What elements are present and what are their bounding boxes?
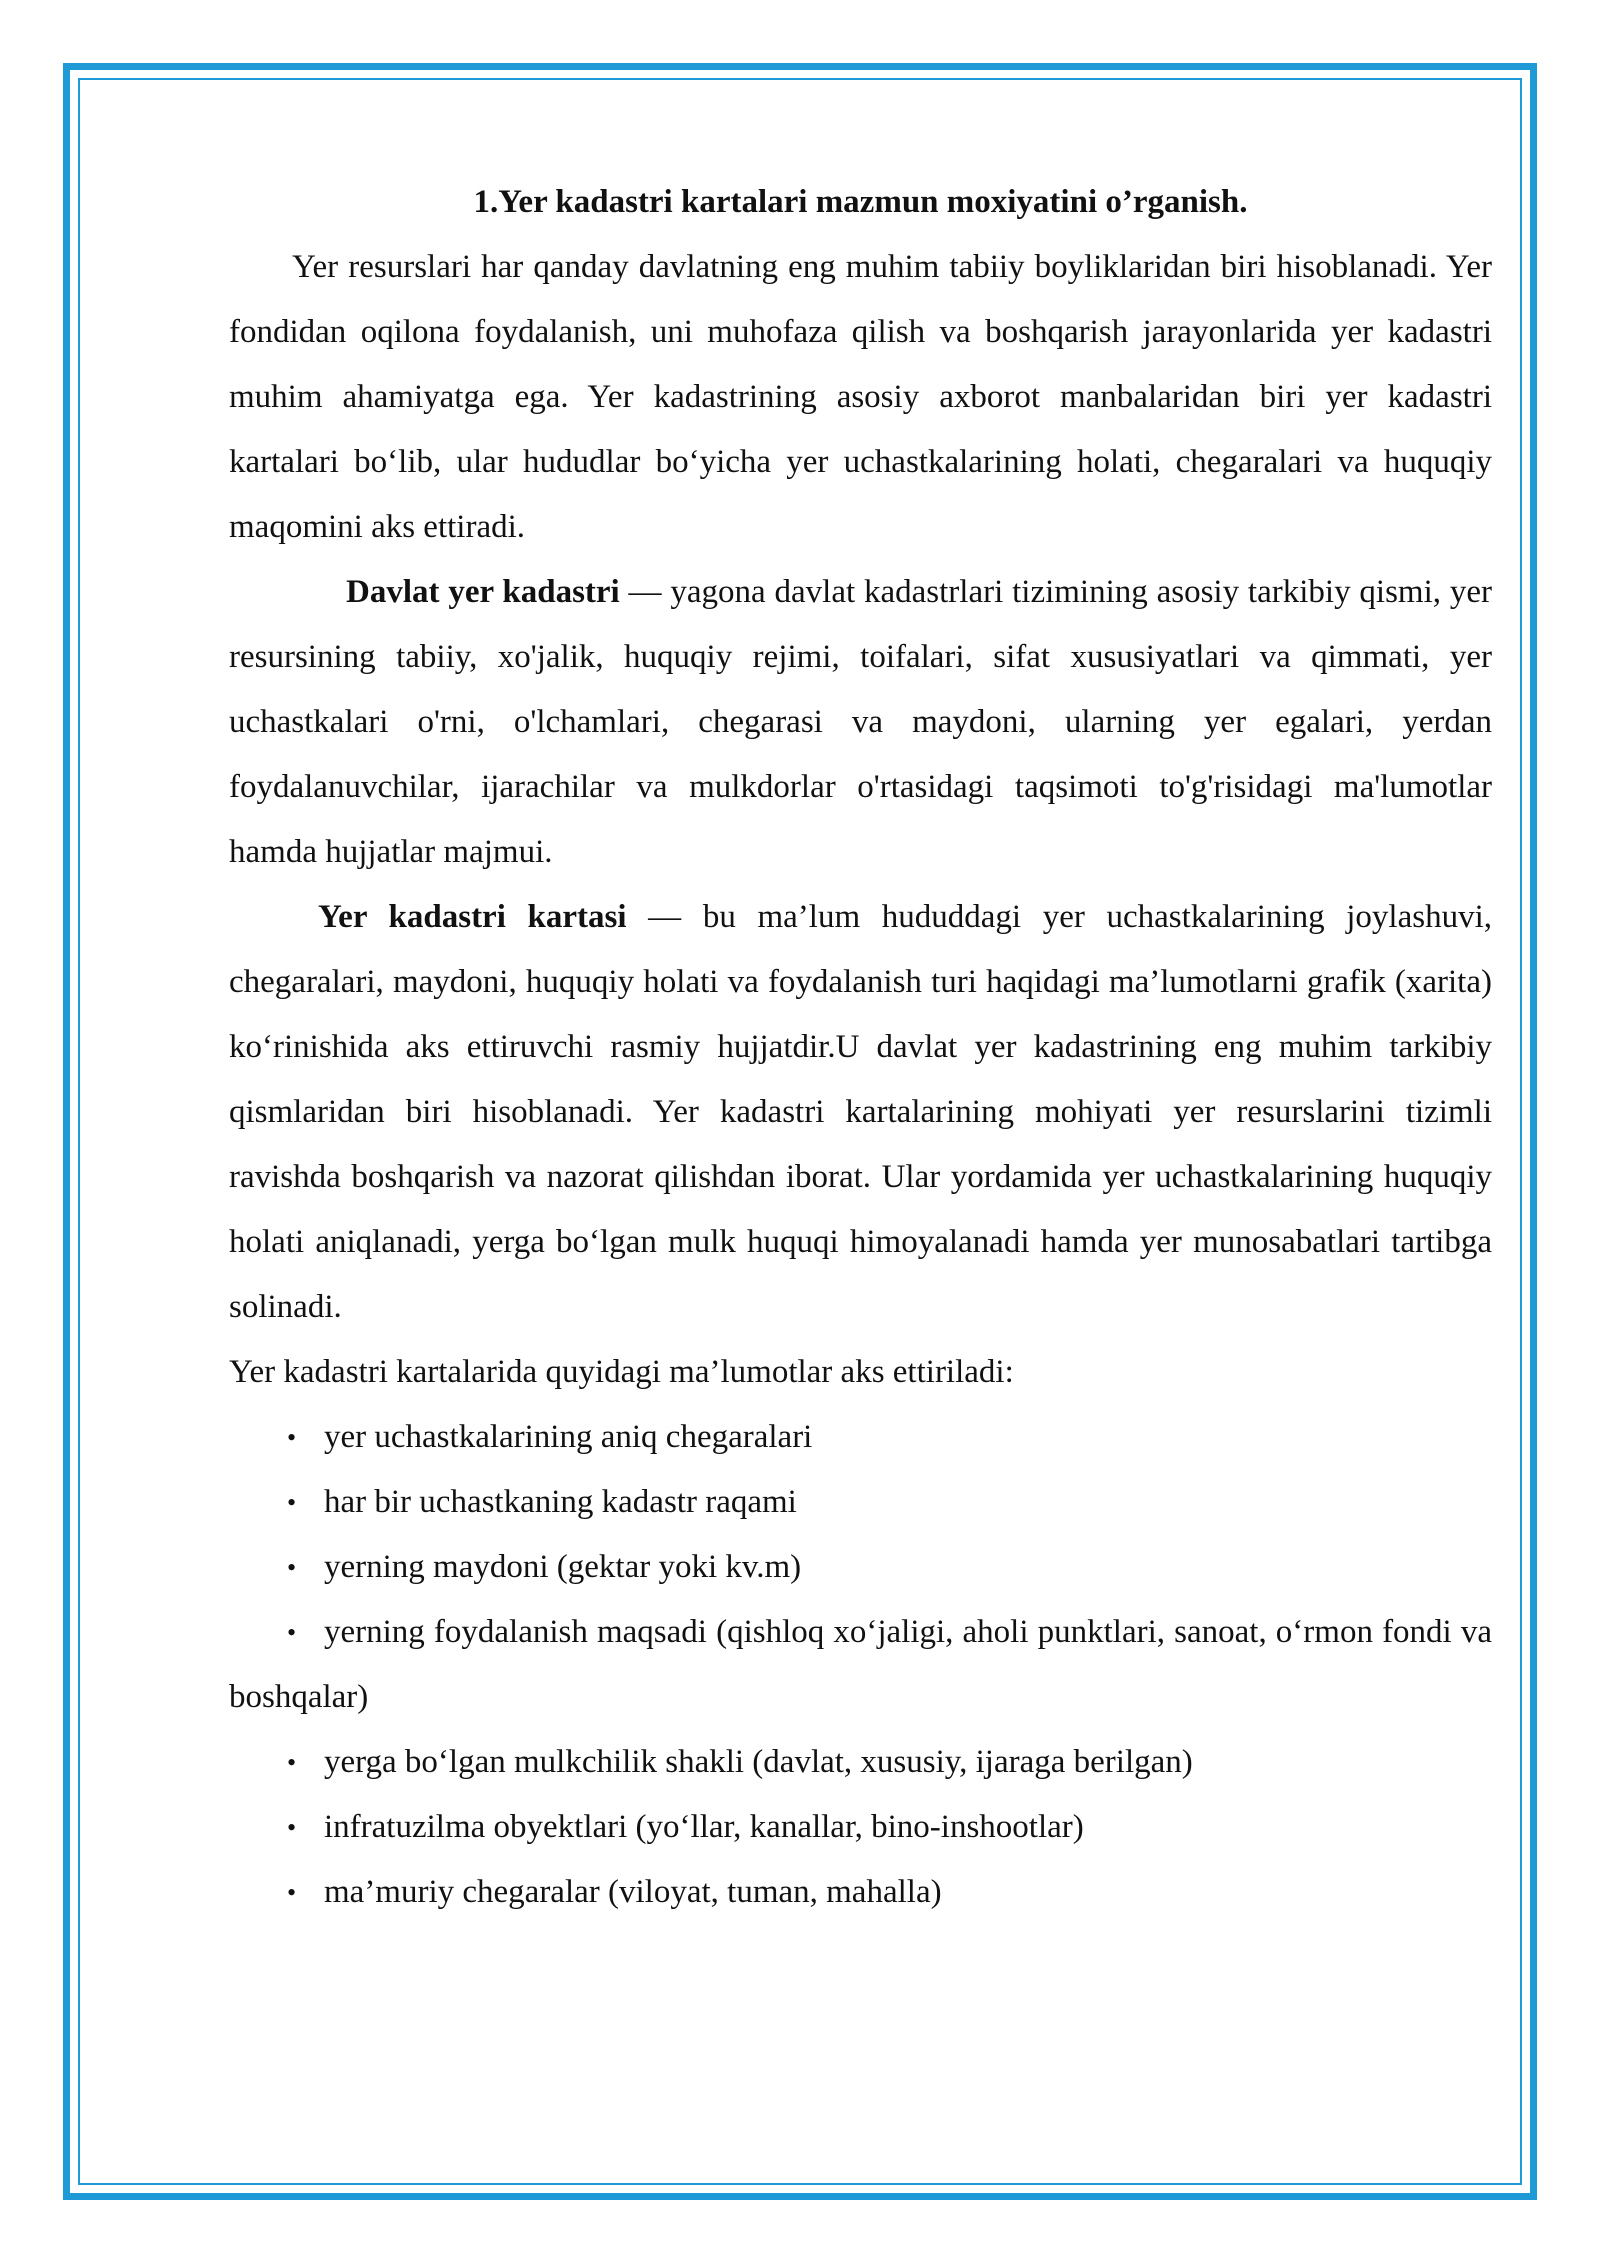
definition-yer-kadastri-kartasi: — bu ma’lum hududdagi yer uchastkalarining joylashuvi, chegaralari, maydoni, huquqiy holati va foydalanish turi haqidagi ma’lumotlarni grafik (xarita) ko‘rinishida aks ettiruvchi rasmiy hujjatdir.U davlat yer kadastrining eng muhim tarkibiy qismlaridan biri hisoblanadi. Yer kadastri kartalarining mohiyati yer resurslarini tizimli ravishda boshqarish va nazorat qilishdan iborat. Ular yordamida yer uchastkalarining huquqiy holati aniqlanadi, yerga bo‘lgan mulk huquqi himoyalanadi hamda yer munosabatlari tartibga solinadi. bbox=[229, 899, 1492, 1325]
list-intro: Yer kadastri kartalarida quyidagi ma’lumotlar aks ettiriladi: bbox=[229, 1354, 1014, 1390]
bullet-icon: • bbox=[287, 1878, 297, 1907]
bullet-icon: • bbox=[287, 1423, 297, 1452]
term-yer-kadastri-kartasi: Yer kadastri kartasi bbox=[318, 899, 627, 935]
paragraph-yer-kadastri-kartasi bbox=[229, 885, 1492, 1340]
bullet-icon: • bbox=[287, 1748, 297, 1777]
list-item bbox=[229, 1730, 1492, 1795]
paragraph-davlat-yer-kadastri bbox=[229, 560, 1492, 885]
list-item-text: infratuzilma obyektlari (yo‘llar, kanallar, bino-inshootlar) bbox=[324, 1809, 1084, 1845]
list-item bbox=[229, 1600, 1492, 1730]
term-davlat-yer-kadastri: Davlat yer kadastri bbox=[346, 574, 620, 610]
list-item bbox=[229, 1535, 1492, 1600]
paragraph-intro: Yer resurslari har qanday davlatning eng muhim tabiiy boyliklaridan biri hisoblanadi. Yer fondidan oqilona foydalanish, uni muhofaza qilish va boshqarish jarayonlarida yer kadastri muhim ahamiyatga ega. Yer kadastrining asosiy axborot manbalaridan biri yer kadastri kartalari bo‘lib, ular hududlar bo‘yicha yer uchastkalarining holati, chegaralari va huquqiy maqomini aks ettiradi. bbox=[229, 249, 1492, 545]
list-item-text: har bir uchastkaning kadastr raqami bbox=[324, 1484, 797, 1520]
list-item bbox=[229, 1405, 1492, 1470]
list-item-text: ma’muriy chegaralar (viloyat, tuman, mahalla) bbox=[324, 1874, 942, 1910]
document-title: 1.Yer kadastri kartalari mazmun moxiyatini o’rganish. bbox=[473, 184, 1248, 220]
list-item bbox=[229, 1470, 1492, 1535]
bullet-list bbox=[229, 1405, 1492, 1925]
list-item-text: yerning foydalanish maqsadi (qishloq xo‘jaligi, aholi punktlari, sanoat, o‘rmon fondi va boshqalar) bbox=[229, 1614, 1492, 1715]
list-item-text: yer uchastkalarining aniq chegaralari bbox=[324, 1419, 813, 1455]
list-item bbox=[229, 1860, 1492, 1925]
document-body bbox=[229, 170, 1492, 1925]
bullet-icon: • bbox=[287, 1618, 297, 1647]
bullet-icon: • bbox=[287, 1553, 297, 1582]
bullet-icon: • bbox=[287, 1813, 297, 1842]
bullet-icon: • bbox=[287, 1488, 297, 1517]
list-item-text: yerga bo‘lgan mulkchilik shakli (davlat, xususiy, ijaraga berilgan) bbox=[324, 1744, 1193, 1780]
definition-davlat-yer-kadastri: — yagona davlat kadastrlari tizimining asosiy tarkibiy qismi, yer resursining tabiiy, xo'jalik, huquqiy rejimi, toifalari, sifat xususiyatlari va qimmati, yer uchastkalari o'rni, o'lchamlari, chegarasi va maydoni, ularning yer egalari, yerdan foydalanuvchilar, ijarachilar va mulkdorlar o'rtasidagi taqsimoti to'g'risidagi ma'lumotlar hamda hujjatlar majmui. bbox=[229, 574, 1492, 870]
list-item bbox=[229, 1795, 1492, 1860]
list-item-text: yerning maydoni (gektar yoki kv.m) bbox=[324, 1549, 802, 1585]
